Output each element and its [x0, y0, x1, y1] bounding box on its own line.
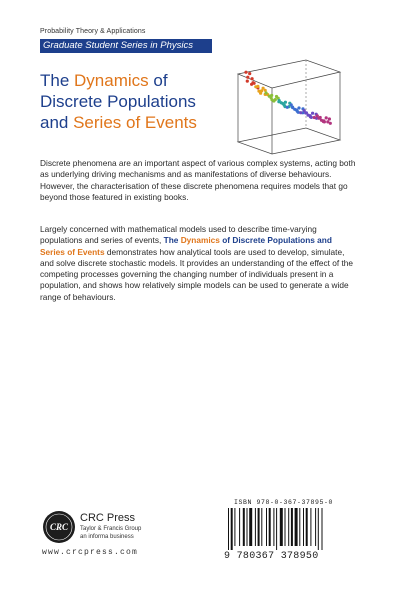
- barcode-bar: [255, 508, 256, 546]
- publisher-url: www.crcpress.com: [42, 548, 139, 557]
- trajectory-dot: [246, 80, 249, 83]
- barcode-bar: [247, 508, 248, 546]
- trajectory-dot: [313, 116, 316, 119]
- barcode-bar: [285, 508, 286, 546]
- barcode-bar: [295, 508, 298, 546]
- book-title: [40, 70, 240, 133]
- barcode-bar: [249, 508, 252, 546]
- trajectory-dot: [299, 111, 302, 114]
- trajectory-dot: [325, 116, 328, 119]
- barcode-bar: [261, 508, 262, 546]
- series-band: Graduate Student Series in Physics: [40, 39, 212, 53]
- barcode-bar: [310, 508, 311, 546]
- barcode-bar: [315, 508, 316, 546]
- barcode-image: [226, 508, 356, 550]
- trajectory-dot: [251, 77, 254, 80]
- blurb-title-discrete-populations: Discrete Populations and: [232, 235, 332, 246]
- trajectory-dot: [251, 81, 254, 84]
- barcode-bar: [322, 508, 323, 550]
- trajectory-dot: [317, 117, 320, 120]
- trajectory-dot: [328, 117, 331, 120]
- trajectory-dot: [254, 85, 257, 88]
- trajectory-dot: [265, 91, 268, 94]
- barcode-bar: [243, 508, 245, 546]
- trajectory-dot: [259, 92, 262, 95]
- trajectory-dot: [323, 120, 326, 123]
- title-word-dynamics: Dynamics: [74, 71, 149, 90]
- publisher-business: an informa business: [80, 534, 134, 540]
- barcode-bar: [303, 508, 304, 546]
- barcode-bar: [276, 508, 277, 550]
- trajectory-dot: [286, 106, 289, 109]
- trajectory-dot: [246, 76, 249, 79]
- barcode-bar: [288, 508, 289, 546]
- trajectory-dot: [248, 72, 251, 75]
- cover-3d-trajectory-image: [228, 56, 352, 156]
- barcode-bar: [234, 508, 235, 546]
- barcode-bar: [228, 508, 229, 550]
- blurb-title-dynamics: Dynamics: [180, 235, 220, 246]
- trajectory-dot: [326, 120, 329, 123]
- trajectory-dot: [304, 111, 307, 114]
- barcode-bar: [280, 508, 283, 546]
- barcode-bar: [291, 508, 293, 546]
- barcode-digits: 9 780367 378950: [224, 551, 319, 562]
- blurb-title-series-of-events: Series of Events: [40, 246, 105, 257]
- blurb-paragraph-2: [40, 224, 356, 303]
- title-line-1: [40, 70, 240, 91]
- barcode-bar: [231, 508, 233, 550]
- trajectory-dot: [310, 116, 313, 119]
- barcode-bar: [258, 508, 260, 546]
- barcode-bar: [306, 508, 308, 546]
- title-word-of: of: [148, 71, 168, 90]
- svg-text:CRC: CRC: [49, 522, 69, 532]
- barcode-bar: [299, 508, 300, 546]
- trajectory-dot: [297, 106, 300, 109]
- trajectory-dots: [244, 71, 332, 125]
- blurb-title-of: of: [219, 235, 233, 246]
- publisher-group: Taylor & Francis Group: [80, 526, 142, 532]
- trajectory-dot: [268, 95, 271, 98]
- title-line-3: [40, 112, 240, 133]
- series-kicker: Probability Theory & Applications: [40, 28, 146, 35]
- title-line-2: Discrete Populations: [40, 92, 196, 111]
- barcode-bar: [266, 508, 267, 546]
- blurb-2-intro: Largely concerned with mathematical models used to describe time-varying populations and series of events,: [40, 224, 317, 246]
- title-series-of-events: Series of Events: [73, 113, 197, 132]
- blurb-title-the: The: [163, 235, 181, 246]
- isbn-label: ISBN 978-0-367-37895-0: [234, 499, 334, 506]
- trajectory-dot: [272, 99, 275, 102]
- trajectory-dot: [281, 102, 284, 105]
- barcode-bar: [239, 508, 240, 546]
- barcode-bar: [269, 508, 271, 546]
- trajectory-dot: [311, 112, 314, 115]
- publisher-name: CRC Press: [80, 512, 136, 524]
- trajectory-dot: [291, 106, 294, 109]
- barcode-bar: [273, 508, 274, 546]
- trajectory-dot: [244, 71, 247, 74]
- trajectory-dot: [278, 99, 281, 102]
- barcode-bar: [318, 508, 319, 550]
- title-word-and: and: [40, 113, 74, 132]
- title-word-the: The: [40, 71, 75, 90]
- blurb-paragraph-1: Discrete phenomena are an important aspect of various complex systems, acting both as underlying driving mechanisms and as manifestations of diverse behaviours. However, the characterisation of these discrete phenomena requires models that go beyond those featured in existing books.: [40, 158, 356, 202]
- crc-press-logo: [42, 510, 76, 544]
- blurb-2-rest: demonstrates how analytical tools are used to develop, simulate, and solve discrete stochastic models. It provides an understanding of the effect of the competing processes governing the changing number of individuals present in a population, and shows how relatively simple models can be used to generate a wide range of behaviours.: [40, 246, 354, 302]
